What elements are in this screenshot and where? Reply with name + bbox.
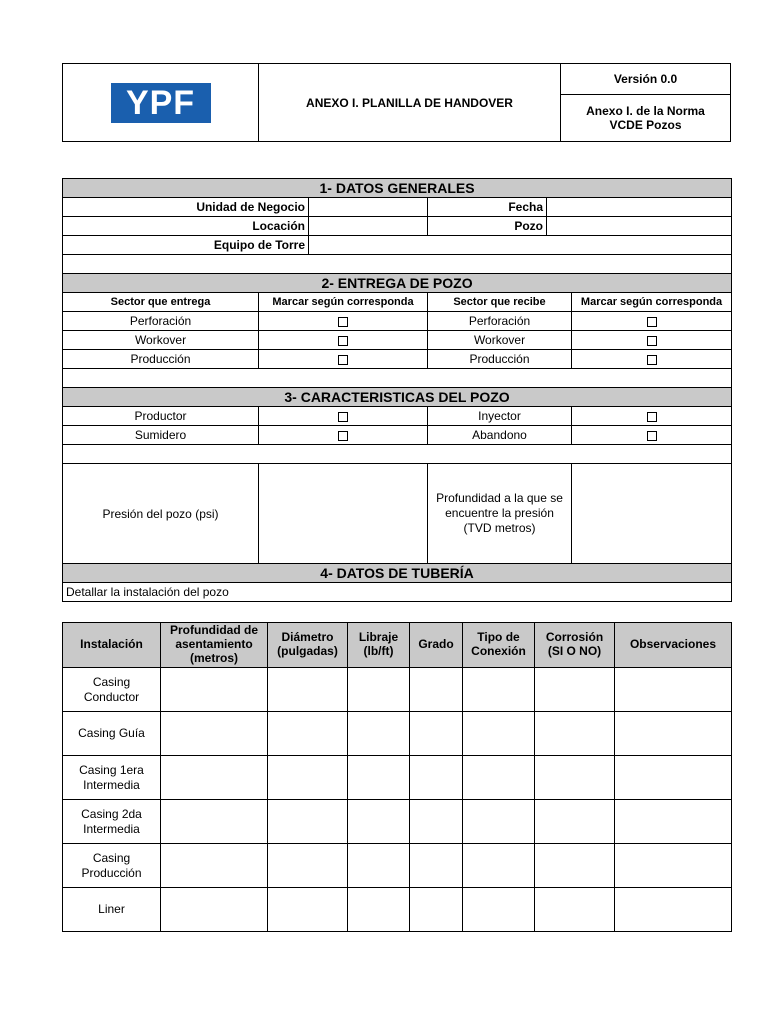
table-row [63,756,732,800]
th-libraje: Libraje (lb/ft) [348,623,410,668]
col-marcar-recibe: Marcar según corresponda [572,293,732,312]
pozo-label: Pozo [428,217,547,236]
cell-input[interactable] [463,800,535,844]
productor-checkbox-cell[interactable] [259,407,428,426]
cell-input[interactable] [615,844,732,888]
inyector-checkbox-cell[interactable] [572,407,732,426]
col-sector-recibe: Sector que recibe [428,293,572,312]
cell-input[interactable] [410,668,463,712]
cell-input[interactable] [463,888,535,932]
row-label-casing-2da: Casing 2da Intermedia [63,800,161,844]
spacer-row [63,445,732,464]
cell-input[interactable] [535,668,615,712]
entrega-sector-produccion: Producción [63,350,259,369]
equipo-torre-label: Equipo de Torre [63,236,309,255]
checkbox-icon[interactable] [338,431,348,441]
ypf-logo: YPF [111,83,211,123]
cell-input[interactable] [410,844,463,888]
entrega-workover-checkbox-cell[interactable] [259,331,428,350]
th-grado: Grado [410,623,463,668]
cell-input[interactable] [535,712,615,756]
checkbox-icon[interactable] [338,412,348,422]
cell-input[interactable] [410,756,463,800]
th-tipo-conexion: Tipo de Conexión [463,623,535,668]
profundidad-presion-label: Profundidad a la que se encuentre la presión (TVD metros) [428,464,572,564]
entrega-produccion-checkbox-cell[interactable] [259,350,428,369]
logo-cell [63,64,259,142]
entrega-sector-perforacion: Perforación [63,312,259,331]
cell-input[interactable] [348,888,410,932]
cell-input[interactable] [615,668,732,712]
cell-input[interactable] [463,756,535,800]
row-label-casing-conductor: Casing Conductor [63,668,161,712]
col-sector-entrega: Sector que entrega [63,293,259,312]
sumidero-label: Sumidero [63,426,259,445]
fecha-label: Fecha [428,198,547,217]
pozo-field[interactable] [547,217,732,236]
cell-input[interactable] [161,712,268,756]
spacer-row [63,255,732,274]
checkbox-icon[interactable] [338,336,348,346]
cell-input[interactable] [161,888,268,932]
row-label-liner: Liner [63,888,161,932]
document-title: ANEXO I. PLANILLA DE HANDOVER [259,64,561,142]
cell-input[interactable] [615,712,732,756]
th-observaciones: Observaciones [615,623,732,668]
cell-input[interactable] [161,800,268,844]
recibe-sector-produccion: Producción [428,350,572,369]
presion-pozo-label: Presión del pozo (psi) [63,464,259,564]
th-instalacion: Instalación [63,623,161,668]
cell-input[interactable] [410,800,463,844]
cell-input[interactable] [615,888,732,932]
spacer-row [63,369,732,388]
checkbox-icon[interactable] [338,355,348,365]
cell-input[interactable] [348,844,410,888]
locacion-field[interactable] [309,217,428,236]
cell-input[interactable] [268,844,348,888]
cell-input[interactable] [268,756,348,800]
cell-input[interactable] [348,800,410,844]
col-marcar-entrega: Marcar según corresponda [259,293,428,312]
cell-input[interactable] [348,668,410,712]
cell-input[interactable] [410,712,463,756]
cell-input[interactable] [161,844,268,888]
row-label-casing-guia: Casing Guía [63,712,161,756]
cell-input[interactable] [615,800,732,844]
tuberia-table [62,622,732,932]
recibe-sector-workover: Workover [428,331,572,350]
cell-input[interactable] [535,800,615,844]
checkbox-icon[interactable] [647,336,657,346]
th-diametro: Diámetro (pulgadas) [268,623,348,668]
productor-label: Productor [63,407,259,426]
recibe-perforacion-checkbox-cell[interactable] [572,312,732,331]
table-row [63,844,732,888]
checkbox-icon[interactable] [338,317,348,327]
cell-input[interactable] [463,844,535,888]
detallar-instalacion-text: Detallar la instalación del pozo [63,583,732,602]
cell-input[interactable] [535,756,615,800]
cell-input[interactable] [161,756,268,800]
cell-input[interactable] [348,712,410,756]
checkbox-icon[interactable] [647,355,657,365]
abandono-checkbox-cell[interactable] [572,426,732,445]
cell-input[interactable] [268,668,348,712]
cell-input[interactable] [268,800,348,844]
section-title-datos-tuberia: 4- DATOS DE TUBERÍA [63,564,732,583]
fecha-field[interactable] [547,198,732,217]
handover-form [62,178,732,602]
cell-input[interactable] [410,888,463,932]
checkbox-icon[interactable] [647,412,657,422]
th-profundidad: Profundidad de asentamiento (metros) [161,623,268,668]
norma-line-2: VCDE Pozos [609,118,682,132]
cell-input[interactable] [268,712,348,756]
cell-input[interactable] [161,668,268,712]
cell-input[interactable] [535,844,615,888]
entrega-perforacion-checkbox-cell[interactable] [259,312,428,331]
table-row [63,668,732,712]
equipo-torre-field[interactable] [309,236,732,255]
document-header [62,63,731,142]
table-row [63,712,732,756]
inyector-label: Inyector [428,407,572,426]
abandono-label: Abandono [428,426,572,445]
row-label-casing-produccion: Casing Producción [63,844,161,888]
unidad-negocio-label: Unidad de Negocio [63,198,309,217]
checkbox-icon[interactable] [647,431,657,441]
row-label-casing-1era: Casing 1era Intermedia [63,756,161,800]
section-title-datos-generales: 1- DATOS GENERALES [63,179,732,198]
cell-input[interactable] [348,756,410,800]
sumidero-checkbox-cell[interactable] [259,426,428,445]
cell-input[interactable] [463,668,535,712]
presion-pozo-field[interactable] [259,464,428,564]
table-row [63,888,732,932]
profundidad-presion-field[interactable] [572,464,732,564]
section-title-entrega-pozo: 2- ENTREGA DE POZO [63,274,732,293]
recibe-workover-checkbox-cell[interactable] [572,331,732,350]
th-corrosion: Corrosión (SI O NO) [535,623,615,668]
cell-input[interactable] [535,888,615,932]
table-row [63,800,732,844]
locacion-label: Locación [63,217,309,236]
recibe-produccion-checkbox-cell[interactable] [572,350,732,369]
cell-input[interactable] [463,712,535,756]
norma-label [561,95,731,142]
unidad-negocio-field[interactable] [309,198,428,217]
recibe-sector-perforacion: Perforación [428,312,572,331]
norma-line-1: Anexo I. de la Norma [586,104,705,118]
cell-input[interactable] [615,756,732,800]
section-title-caracteristicas: 3- CARACTERISTICAS DEL POZO [63,388,732,407]
entrega-sector-workover: Workover [63,331,259,350]
version-label: Versión 0.0 [561,64,731,95]
cell-input[interactable] [268,888,348,932]
checkbox-icon[interactable] [647,317,657,327]
